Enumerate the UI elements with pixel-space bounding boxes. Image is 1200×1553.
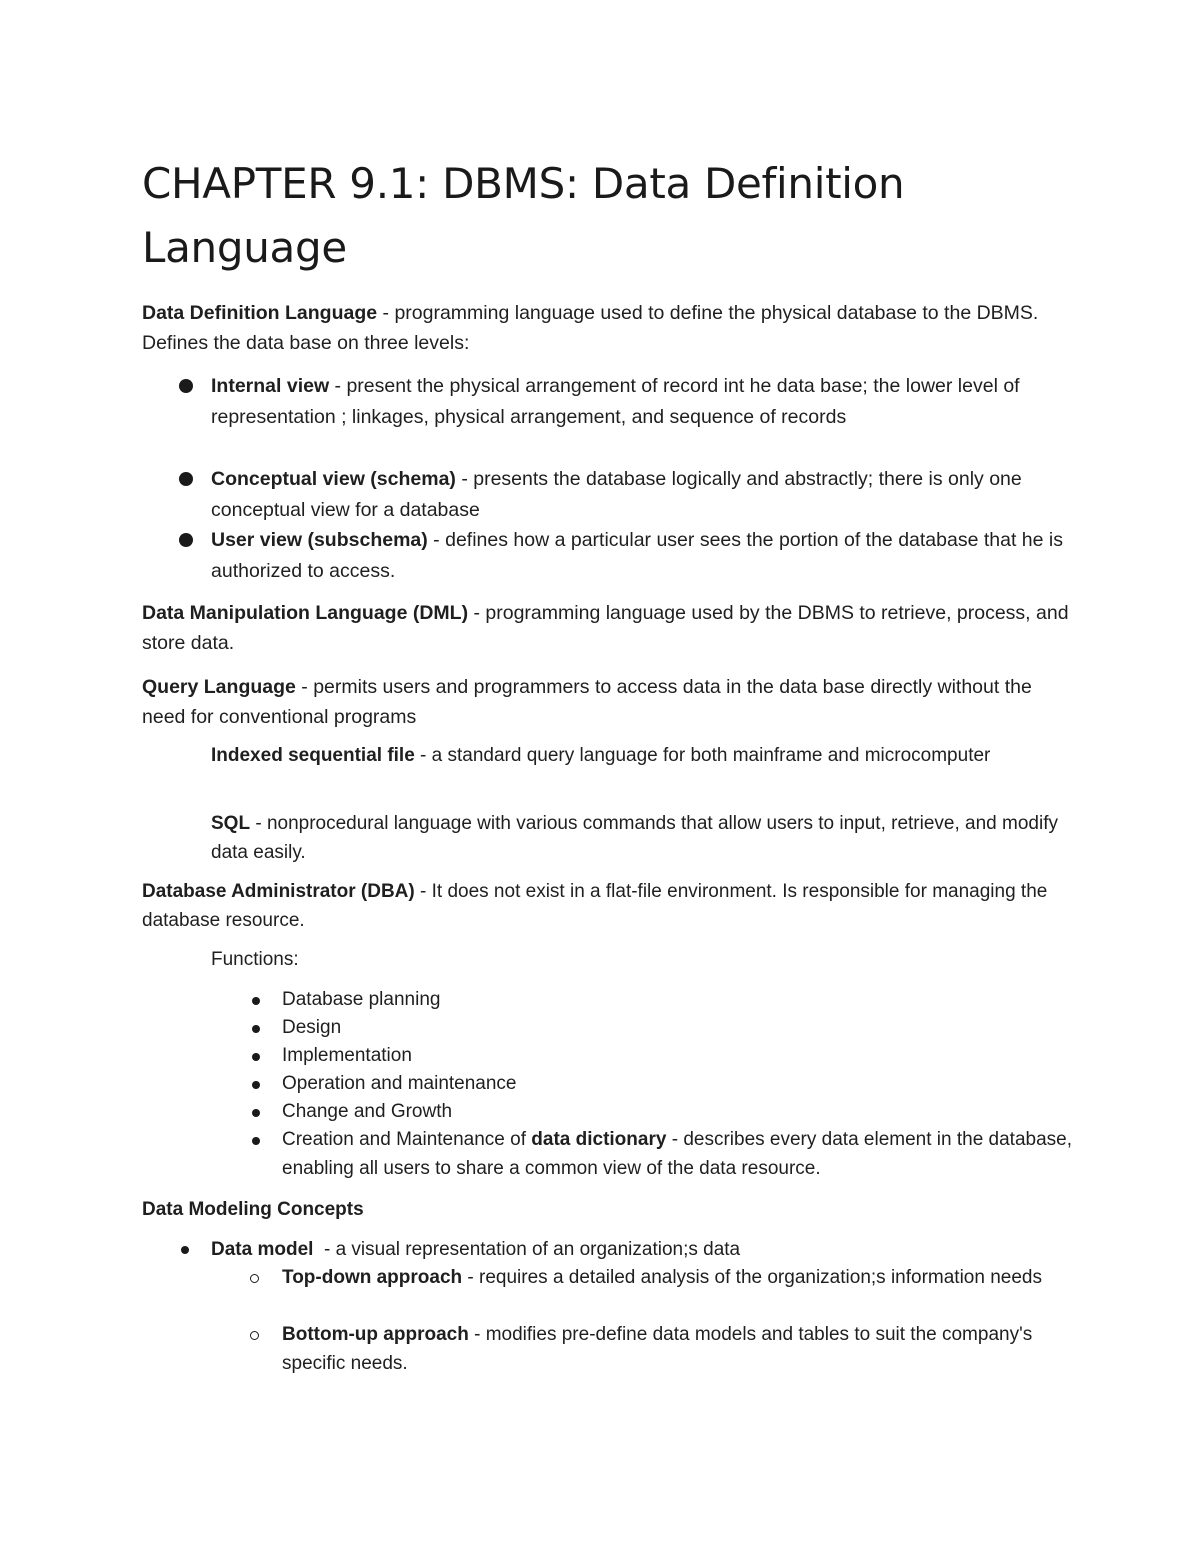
indexed-sequential-term: Indexed sequential file [211,745,415,766]
functions-label: Functions: [211,949,299,970]
top-down-term: Top-down approach [282,1267,463,1288]
hollow-bullet-icon [250,1331,259,1340]
internal-view-text: - present the physical arrangement of record int he data base; the lower level of representation ; linkages, physical arrangement, and sequence of records [211,375,1020,428]
bullet-icon [181,1246,189,1254]
list-item-user-view [211,525,1071,586]
conceptual-view-term: Conceptual view (schema) [211,468,456,490]
bullet-icon [252,1025,260,1033]
function-item: Operation and maintenance [282,1073,517,1094]
indexed-sequential-item [211,742,1071,771]
dba-text: - It does not exist in a flat-file environment. Is responsible for managing the database resource. [142,881,1048,931]
dml-term: Data Manipulation Language (DML) [142,602,469,624]
data-model-text: - a visual representation of an organization;s data [313,1239,741,1260]
list-item-internal-view [211,371,1071,432]
sql-term: SQL [211,813,251,834]
list-item-conceptual-view [211,464,1071,525]
bullet-icon [252,997,260,1005]
modeling-heading: Data Modeling Concepts [142,1199,364,1220]
dba-paragraph [142,878,1072,935]
conceptual-view-text: - presents the database logically and abstractly; there is only one conceptual view for a database [211,468,1022,521]
query-paragraph [142,672,1072,732]
bullet-icon [179,379,193,393]
bottom-up-text: - modifies pre-define data models and tables to suit the company's specific needs. [282,1324,1033,1374]
internal-view-term: Internal view [211,375,330,397]
data-dictionary-text: - describes every data element in the database, enabling all users to share a common view of the data resource. [282,1129,1073,1179]
function-last-pre: Creation and Maintenance of [282,1129,532,1150]
function-item: Implementation [282,1045,412,1066]
ddl-text: - programming language used to define the physical database to the DBMS. Defines the data base on three levels: [142,302,1039,354]
data-model-term: Data model [211,1239,314,1260]
dml-paragraph [142,598,1072,658]
function-item: Change and Growth [282,1101,453,1122]
sql-item [211,810,1071,867]
indexed-sequential-text: - a standard query language for both mainframe and microcomputer [414,745,991,766]
user-view-term: User view (subschema) [211,529,428,551]
top-down-item [282,1264,1082,1293]
hollow-bullet-icon [250,1274,259,1283]
data-model-item [211,1236,1071,1265]
bullet-icon [179,472,193,486]
function-item: Design [282,1017,342,1038]
bottom-up-term: Bottom-up approach [282,1324,469,1345]
bullet-icon [252,1109,260,1117]
query-term: Query Language [142,676,296,698]
query-text: - permits users and programmers to access data in the data base directly without the need for conventional programs [142,676,1032,728]
top-down-text: - requires a detailed analysis of the organization;s information needs [462,1267,1042,1288]
function-item-data-dictionary [282,1126,1082,1183]
user-view-text: - defines how a particular user sees the portion of the database that he is authorized to access. [211,529,1063,582]
dml-text: - programming language used by the DBMS to retrieve, process, and store data. [142,602,1069,654]
bullet-icon [179,533,193,547]
bullet-icon [252,1137,260,1145]
dba-term: Database Administrator (DBA) [142,881,415,902]
bullet-icon [252,1053,260,1061]
ddl-term: Data Definition Language [142,302,378,324]
bullet-icon [252,1081,260,1089]
sql-text: - nonprocedural language with various commands that allow users to input, retrieve, and modify data easily. [211,813,1058,863]
function-item: Database planning [282,989,441,1010]
ddl-paragraph [142,298,1072,358]
page-title: CHAPTER 9.1: DBMS: Data Definition Language [142,159,905,272]
data-dictionary-term: data dictionary [531,1129,667,1150]
bottom-up-item [282,1321,1082,1378]
